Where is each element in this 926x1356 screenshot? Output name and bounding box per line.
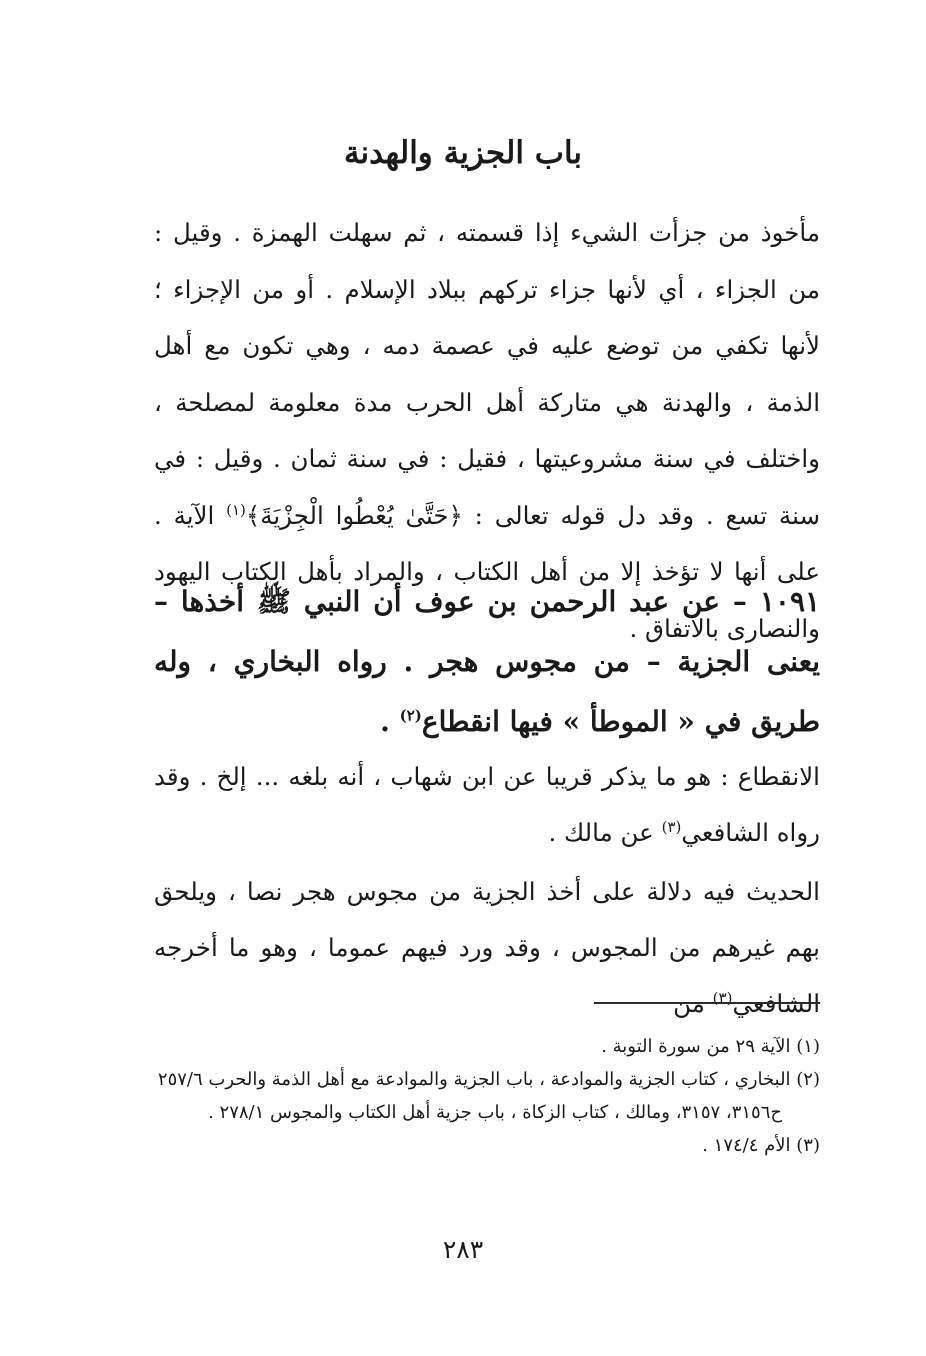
commentary-1-text: الانقطاع : هو ما يذكر قريبا عن ابن شهاب ، أنه بلغه ... إلخ . وقد رواه الشافعي	[154, 762, 820, 847]
footnote-ref-2[interactable]: (٢)	[399, 706, 422, 725]
commentary-paragraph-1	[154, 749, 820, 861]
hadith-1091	[154, 572, 820, 752]
footnote-3: (٣) الأم ١٧٤/٤ .	[702, 1135, 820, 1156]
footnote-2-line-2: ح٣١٥٦، ٣١٥٧، ومالك ، كتاب الزكاة ، باب جزية أهل الكتاب والمجوس ٢٧٨/١ .	[208, 1102, 782, 1123]
intro-text-before-verse: مأخوذ من جزأت الشيء إذا قسمته ، ثم سهلت الهمزة . وقيل : من الجزاء ، أي لأنها جزاء تركهم ببلاد الإسلام . أو من الإجزاء ؛ لأنها تكفي من توضع عليه في عصمة دمه ، وهي تكون مع أهل الذمة ، والهدنة هي متاركة أهل الحرب مدة معلومة لمصلحة ، واختلف في سنة مشروعيتها ، فقيل : في سنة ثمان . وقيل : في سنة تسع . وقد دل قوله تعالى :	[154, 218, 820, 530]
quran-verse: ﴿حَتَّىٰ يُعْطُوا الْجِزْيَةَ﴾	[245, 500, 463, 530]
footnote-divider	[594, 1002, 820, 1004]
commentary-paragraph-2	[154, 864, 820, 1032]
salutation-glyph: ﷺ	[256, 585, 291, 618]
page-number: ٢٨٣	[442, 1235, 484, 1264]
footnote-2-line-1: (٢) البخاري ، كتاب الجزية والموادعة ، باب الجزية والموادعة مع أهل الذمة والحرب ٢٥٧/٦	[157, 1069, 820, 1090]
hadith-text-start: ١٠٩١ – عن عبد الرحمن بن عوف أن النبي	[303, 585, 821, 618]
footnotes	[154, 1030, 820, 1162]
footnote-ref-3b[interactable]: (٣)	[712, 988, 733, 1007]
commentary-2-end: من	[673, 989, 705, 1018]
intro-text-after-verse: الآية . على أنها لا تؤخذ إلا من أهل الكتاب ، والمراد بأهل الكتاب اليهود والنصارى بالاتفاق .	[154, 500, 820, 643]
chapter-title: باب الجزية والهدنة	[343, 135, 583, 171]
hadith-end: .	[380, 705, 390, 738]
commentary-1-end: عن مالك .	[548, 818, 654, 847]
footnote-ref-1[interactable]: (١)	[226, 500, 246, 519]
hadith-text-rest: أخذها – يعنى الجزية – من مجوس هجر . رواه البخاري ، وله طريق في « الموطأ » فيها انقطاع	[154, 585, 820, 738]
footnote-ref-3[interactable]: (٣)	[661, 817, 682, 836]
footnote-1: (١) الآية ٢٩ من سورة التوبة .	[601, 1036, 820, 1057]
commentary-2-text: الحديث فيه دلالة على أخذ الجزية من مجوس هجر نصا ، ويلحق بهم غيرهم من المجوس ، وقد ورد فيهم عموما ، وهو ما أخرجه الشافعي	[154, 877, 820, 1018]
